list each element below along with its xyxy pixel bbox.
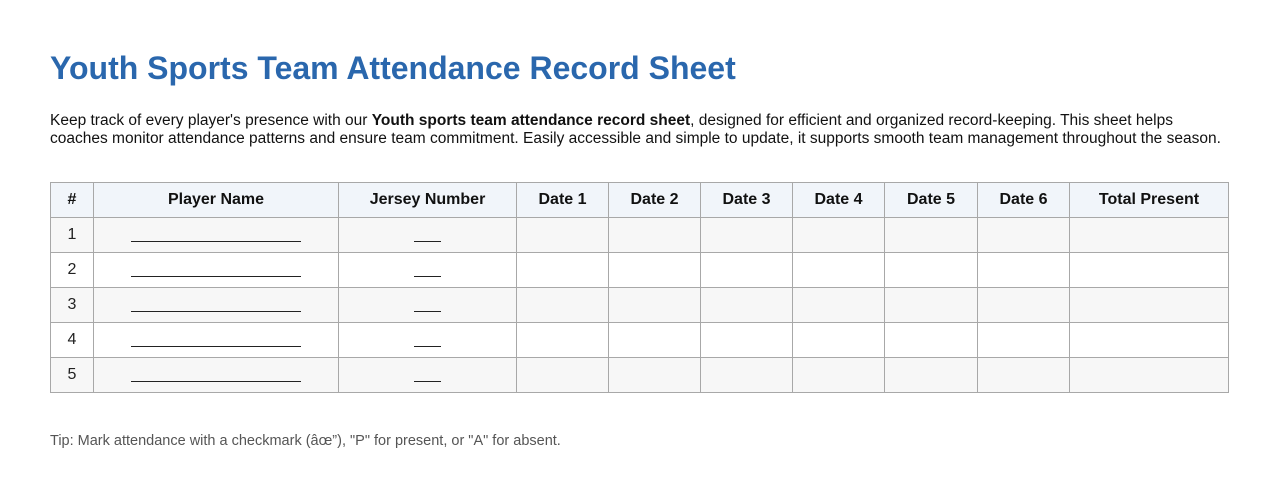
jersey-number-blank-line [414,310,441,312]
date-3-cell[interactable] [701,218,793,253]
player-name-cell[interactable] [94,358,339,393]
date-4-cell[interactable] [793,358,885,393]
player-name-cell[interactable] [94,218,339,253]
date-2-cell[interactable] [609,218,701,253]
date-3-cell[interactable] [701,253,793,288]
player-name-cell[interactable] [94,253,339,288]
date-5-cell[interactable] [885,323,978,358]
page-title: Youth Sports Team Attendance Record Sheet [50,50,736,86]
date-5-cell[interactable] [885,288,978,323]
jersey-number-cell[interactable] [339,358,517,393]
header-date-4: Date 4 [793,183,885,218]
date-6-cell[interactable] [978,288,1070,323]
header-date-3: Date 3 [701,183,793,218]
row-number: 5 [51,358,94,393]
intro-text-bold: Youth sports team attendance record sheet [371,112,691,129]
total-present-cell[interactable] [1070,358,1229,393]
player-name-blank-line [131,275,301,277]
row-number: 3 [51,288,94,323]
date-4-cell[interactable] [793,253,885,288]
total-present-cell[interactable] [1070,253,1229,288]
total-present-cell[interactable] [1070,288,1229,323]
header-date-1: Date 1 [517,183,609,218]
header-total-present: Total Present [1070,183,1229,218]
date-5-cell[interactable] [885,218,978,253]
date-2-cell[interactable] [609,288,701,323]
header-date-5: Date 5 [885,183,978,218]
date-1-cell[interactable] [517,358,609,393]
date-5-cell[interactable] [885,253,978,288]
jersey-number-blank-line [414,380,441,382]
player-name-cell[interactable] [94,323,339,358]
intro-text-after: , designed for efficient and organized record-keeping. This sheet helps coaches monitor attendance patterns and ensure team commitment. Easily accessible and simple to update, it supports smooth team management throughout the season. [50,112,1221,147]
jersey-number-cell[interactable] [339,288,517,323]
header-player-name: Player Name [94,183,339,218]
player-name-blank-line [131,310,301,312]
date-1-cell[interactable] [517,288,609,323]
date-6-cell[interactable] [978,253,1070,288]
date-1-cell[interactable] [517,218,609,253]
jersey-number-cell[interactable] [339,323,517,358]
row-number: 2 [51,253,94,288]
intro-text-before: Keep track of every player's presence with our [50,112,372,129]
date-3-cell[interactable] [701,323,793,358]
player-name-blank-line [131,345,301,347]
date-3-cell[interactable] [701,358,793,393]
date-6-cell[interactable] [978,358,1070,393]
row-number: 4 [51,323,94,358]
table-row [51,253,1229,288]
date-5-cell[interactable] [885,358,978,393]
date-6-cell[interactable] [978,218,1070,253]
jersey-number-blank-line [414,275,441,277]
table-row [51,358,1229,393]
date-4-cell[interactable] [793,288,885,323]
jersey-number-cell[interactable] [339,218,517,253]
player-name-cell[interactable] [94,288,339,323]
jersey-number-cell[interactable] [339,253,517,288]
tip-text: Tip: Mark attendance with a checkmark (âœ”), "P" for present, or "A" for absent. [50,432,561,449]
total-present-cell[interactable] [1070,218,1229,253]
table-row [51,323,1229,358]
date-4-cell[interactable] [793,218,885,253]
date-1-cell[interactable] [517,253,609,288]
date-4-cell[interactable] [793,323,885,358]
date-2-cell[interactable] [609,253,701,288]
header-date-6: Date 6 [978,183,1070,218]
header-number: # [51,183,94,218]
date-6-cell[interactable] [978,323,1070,358]
row-number: 1 [51,218,94,253]
attendance-table [50,182,1229,393]
date-1-cell[interactable] [517,323,609,358]
date-2-cell[interactable] [609,323,701,358]
jersey-number-blank-line [414,240,441,242]
table-header-row [51,183,1229,218]
player-name-blank-line [131,380,301,382]
table-row [51,288,1229,323]
intro-paragraph [50,112,1228,148]
date-2-cell[interactable] [609,358,701,393]
date-3-cell[interactable] [701,288,793,323]
total-present-cell[interactable] [1070,323,1229,358]
table-row [51,218,1229,253]
jersey-number-blank-line [414,345,441,347]
header-jersey-number: Jersey Number [339,183,517,218]
player-name-blank-line [131,240,301,242]
header-date-2: Date 2 [609,183,701,218]
